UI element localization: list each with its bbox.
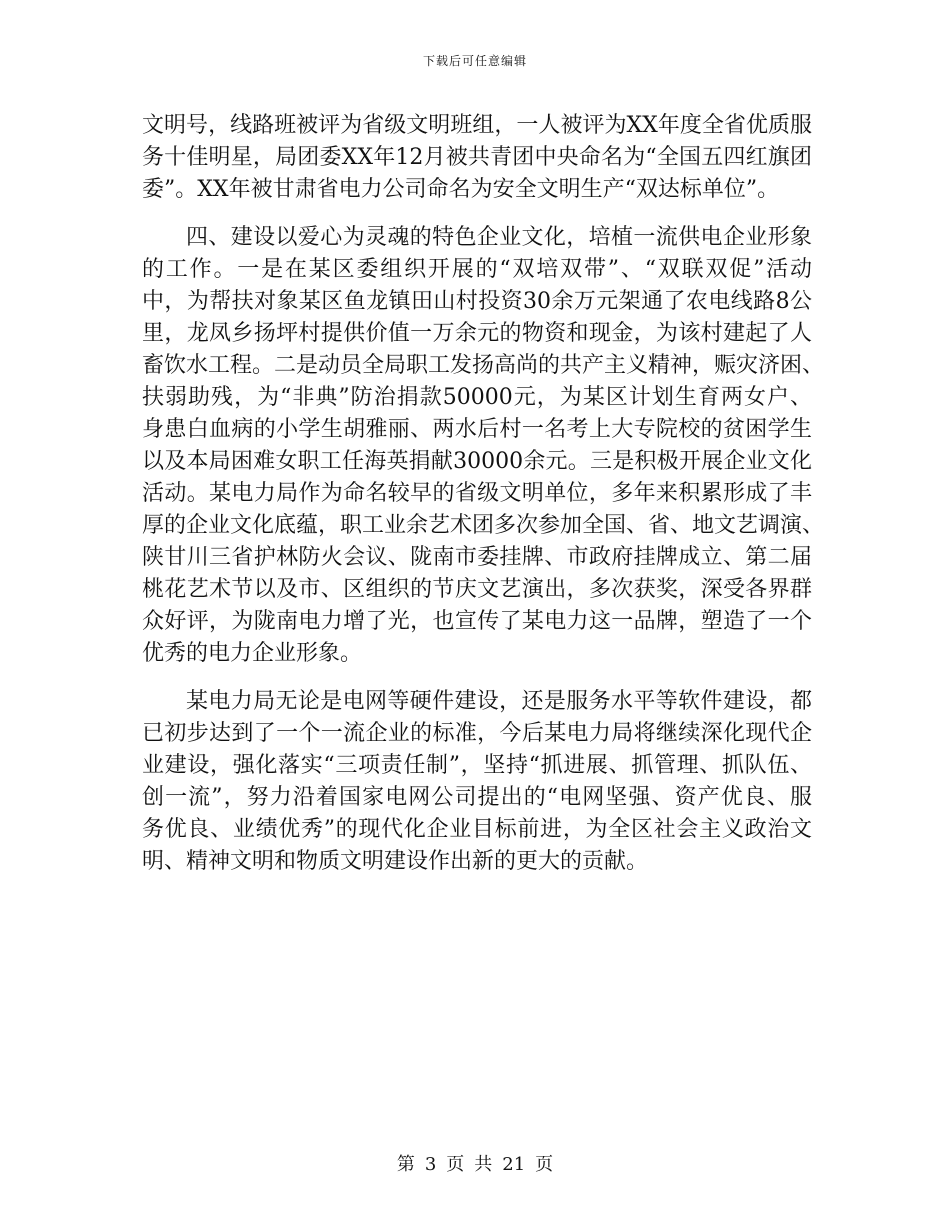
footer-middle: 页	[446, 1154, 465, 1175]
text-line: 务优良、业绩优秀”的现代化企业目标前进，为全区社会主义政治文	[142, 817, 812, 842]
text-line: 厚的企业文化底蕴，职工业余艺术团多次参加全国、省、地文艺调演、	[142, 513, 825, 538]
footer-prefix: 第	[396, 1154, 415, 1175]
text-line: 创一流”，努力沿着国家电网公司提出的“电网坚强、资产优良、服	[142, 785, 812, 810]
text-line: 畜饮水工程。二是动员全局职工发扬高尚的共产主义精神，赈灾济困、	[142, 353, 825, 378]
paragraph	[142, 222, 825, 670]
text-line: 桃花艺术节以及市、区组织的节庆文艺演出，多次获奖，深受各界群	[142, 577, 812, 602]
text-line: 活动。某电力局作为命名较早的省级文明单位，多年来积累形成了丰	[142, 481, 812, 506]
text-line: 务十佳明星，局团委XX年12月被共青团中央命名为“全国五四红旗团	[142, 145, 812, 170]
page-number: 3	[424, 1154, 437, 1175]
document-body	[142, 110, 825, 878]
page-total: 21	[502, 1154, 526, 1175]
text-line: 文明号，线路班被评为省级文明班组，一人被评为XX年度全省优质服	[142, 113, 812, 138]
page-footer	[0, 1154, 950, 1176]
text-line: 委”。XX年被甘肃省电力公司命名为安全文明生产“双达标单位”。	[142, 177, 780, 202]
text-line: 四、建设以爱心为灵魂的特色企业文化，培植一流供电企业形象	[186, 225, 812, 250]
text-line: 扶弱助残，为“非典”防治捐款50000元，为某区计划生育两女户、	[142, 385, 812, 410]
text-line: 业建设，强化落实“三项责任制”，坚持“抓进展、抓管理、抓队伍、	[142, 753, 812, 778]
footer-suffix: 页	[535, 1154, 554, 1175]
footer-total-prefix: 共	[474, 1154, 493, 1175]
text-line: 优秀的电力企业形象。	[142, 641, 363, 666]
text-line: 某电力局无论是电网等硬件建设，还是服务水平等软件建设，都	[186, 689, 812, 714]
text-line: 已初步达到了一个一流企业的标准，今后某电力局将继续深化现代企	[142, 721, 812, 746]
text-line: 里，龙凤乡扬坪村提供价值一万余元的物资和现金，为该村建起了人	[142, 321, 812, 346]
page-header: 下载后可任意编辑	[422, 54, 527, 68]
text-line: 以及本局困难女职工任海英捐献30000余元。三是积极开展企业文化	[142, 449, 812, 474]
text-line: 众好评，为陇南电力增了光，也宣传了某电力这一品牌，塑造了一个	[142, 609, 812, 634]
text-line: 的工作。一是在某区委组织开展的“双培双带”、“双联双促”活动	[142, 257, 812, 282]
paragraph	[142, 110, 812, 206]
text-line: 中，为帮扶对象某区鱼龙镇田山村投资30余万元架通了农电线路8公	[142, 289, 812, 314]
text-line: 明、精神文明和物质文明建设作出新的更大的贡献。	[142, 849, 649, 874]
text-line: 陕甘川三省护林防火会议、陇南市委挂牌、市政府挂牌成立、第二届	[142, 545, 812, 570]
paragraph	[142, 686, 812, 878]
text-line: 身患白血病的小学生胡雅丽、两水后村一名考上大专院校的贫困学生	[142, 417, 812, 442]
